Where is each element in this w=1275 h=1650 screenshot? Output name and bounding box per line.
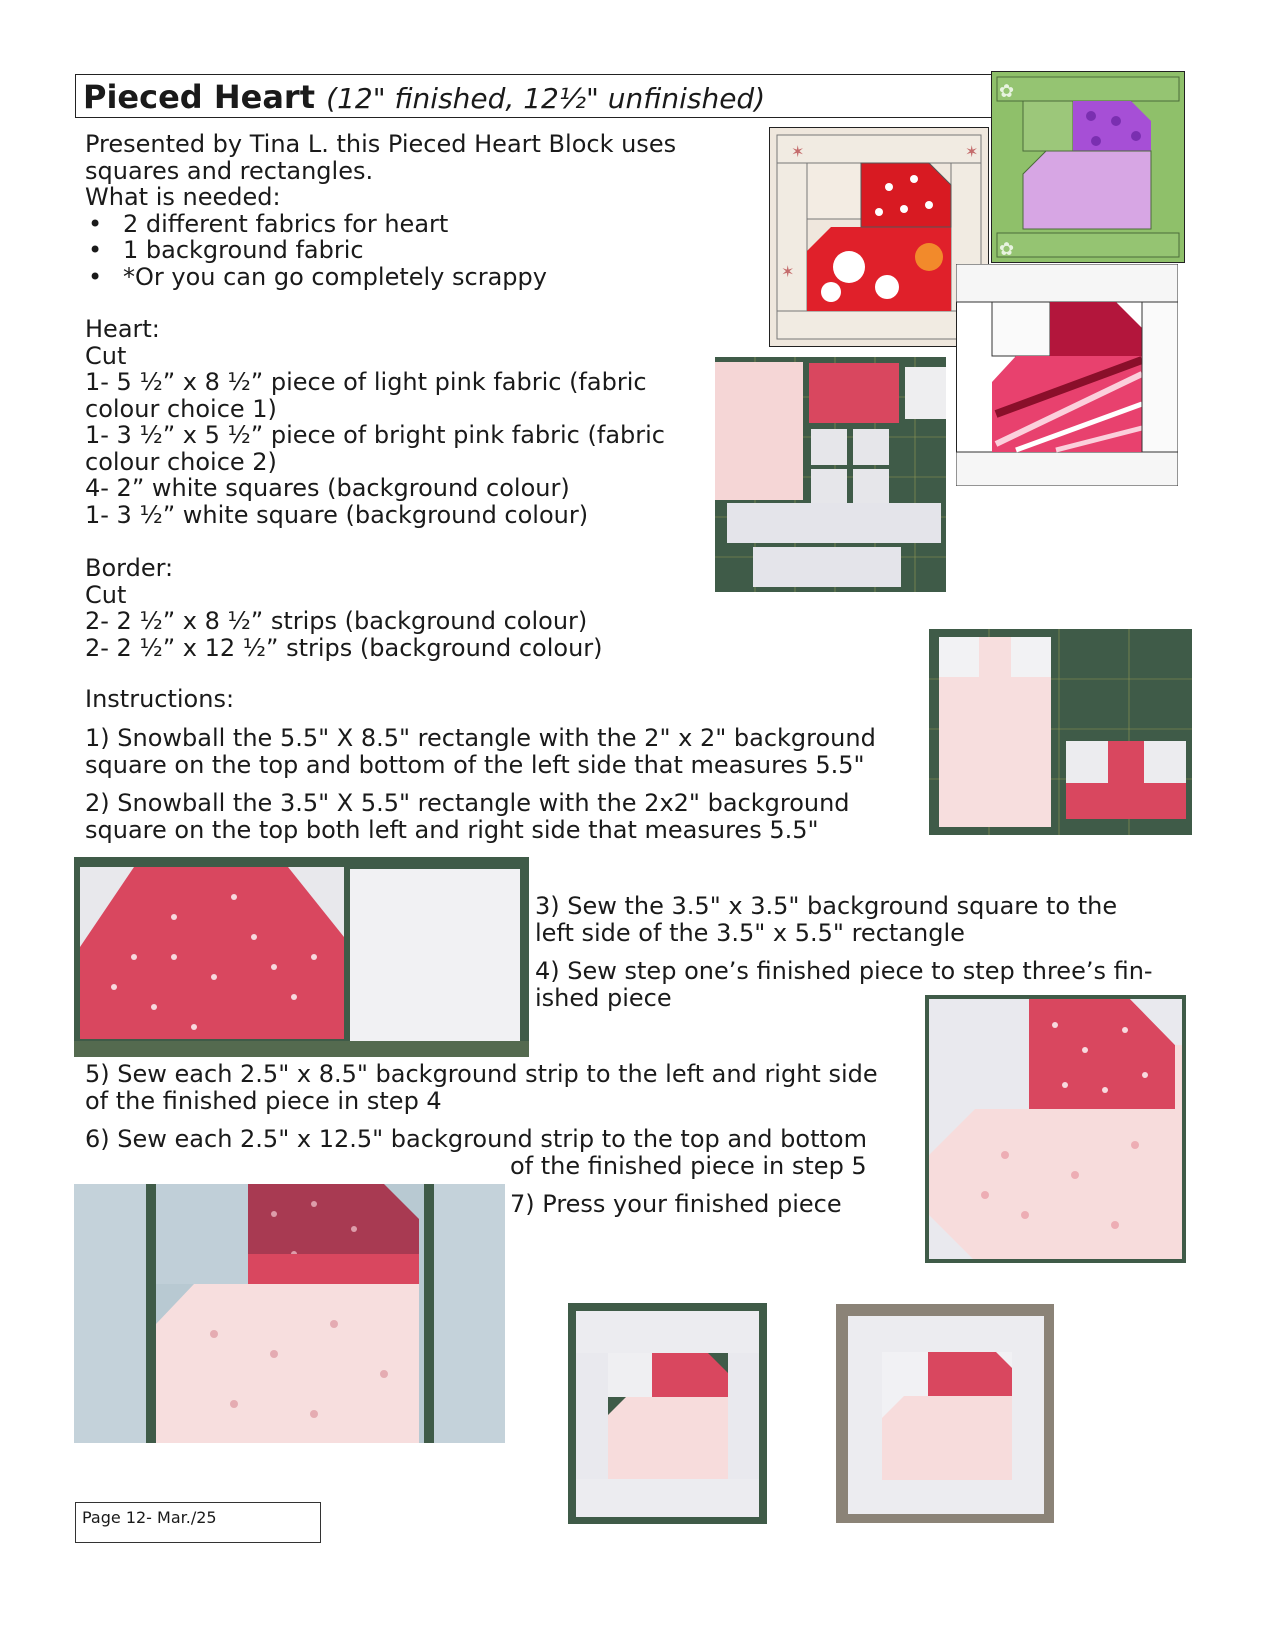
step-line: 1) Snowball the 5.5" X 8.5" rectangle with the 2" x 2" background	[85, 724, 876, 752]
example-heart-purple-image	[991, 71, 1185, 263]
step-line: left side of the 3.5" x 5.5" rectangle	[535, 918, 965, 947]
needed-heading: What is needed:	[85, 183, 281, 211]
svg-text:✿: ✿	[999, 81, 1015, 102]
cut-line: 2- 2 ½” x 8 ½” strips (background colour)	[85, 607, 588, 635]
cut-line: 4- 2” white squares (background colour)	[85, 474, 570, 502]
svg-text:✶: ✶	[781, 262, 795, 281]
step-2	[85, 790, 850, 843]
cut-line: 2- 2 ½” x 12 ½” strips (background colour)	[85, 633, 603, 662]
snowball-pieces-photo	[929, 629, 1192, 835]
step-line: square on the top both left and right side that measures 5.5"	[85, 815, 819, 844]
border-cut-label: Cut	[85, 580, 127, 609]
step-line: of the finished piece in step 4	[85, 1086, 442, 1115]
intro-section	[85, 131, 676, 290]
cut-line: 1- 3 ½” x 5 ½” piece of bright pink fabric (fabric	[85, 421, 665, 449]
list-item: • *Or you can go completely scrappy	[85, 264, 676, 291]
instructions-heading: Instructions:	[85, 685, 235, 713]
example-heart-striped-image	[956, 264, 1178, 486]
step-3	[535, 893, 1117, 946]
step-line: ished piece	[535, 983, 672, 1012]
step3-photo	[74, 857, 529, 1057]
svg-text:✶: ✶	[791, 142, 805, 161]
title-subtitle: (12" finished, 12½" unfinished)	[326, 82, 766, 115]
cut-line: colour choice 2)	[85, 447, 277, 476]
heart-heading: Heart:	[85, 315, 160, 343]
cut-pieces-photo	[715, 357, 946, 592]
step-line: square on the top and bottom of the left side that measures 5.5"	[85, 750, 865, 779]
step-line: 3) Sew the 3.5" x 3.5" background square to the	[535, 892, 1118, 920]
finished-block-mat-photo	[568, 1303, 767, 1524]
finished-block-pressed-photo	[836, 1304, 1054, 1523]
border-section	[85, 555, 603, 661]
heart-cut-label: Cut	[85, 341, 127, 370]
svg-text:✶: ✶	[965, 142, 979, 161]
step-7: 7) Press your finished piece	[510, 1190, 842, 1218]
needed-list	[85, 211, 676, 291]
step-line: 2) Snowball the 3.5" X 5.5" rectangle with the 2x2" background	[85, 789, 850, 817]
step5-photo	[74, 1184, 505, 1443]
step-1	[85, 725, 876, 778]
page-title	[83, 78, 765, 116]
intro-line: Presented by Tina L. this Pieced Heart Block uses	[85, 130, 677, 158]
list-item: • 1 background fabric	[85, 237, 676, 264]
cut-line: 1- 3 ½” white square (background colour)	[85, 500, 589, 529]
title-main: Pieced Heart	[83, 78, 315, 116]
svg-text:✿: ✿	[999, 239, 1015, 260]
step-line: of the finished piece in step 5	[510, 1151, 867, 1180]
border-heading: Border:	[85, 554, 174, 582]
step-line: 5) Sew each 2.5" x 8.5" background strip to the left and right side	[85, 1060, 878, 1088]
cut-line: 1- 5 ½” x 8 ½” piece of light pink fabric (fabric	[85, 368, 647, 396]
cut-line: colour choice 1)	[85, 394, 277, 423]
page-number: Page 12- Mar./25	[82, 1508, 217, 1527]
step-5	[85, 1061, 878, 1114]
step-6	[85, 1126, 867, 1179]
intro-line: squares and rectangles.	[85, 156, 374, 185]
heart-section	[85, 316, 665, 528]
step-line: 6) Sew each 2.5" x 12.5" background strip to the top and bottom	[85, 1125, 867, 1153]
step-line: 4) Sew step one’s finished piece to step three’s fin-	[535, 957, 1153, 985]
list-item: • 2 different fabrics for heart	[85, 211, 676, 238]
step4-photo	[925, 995, 1186, 1263]
